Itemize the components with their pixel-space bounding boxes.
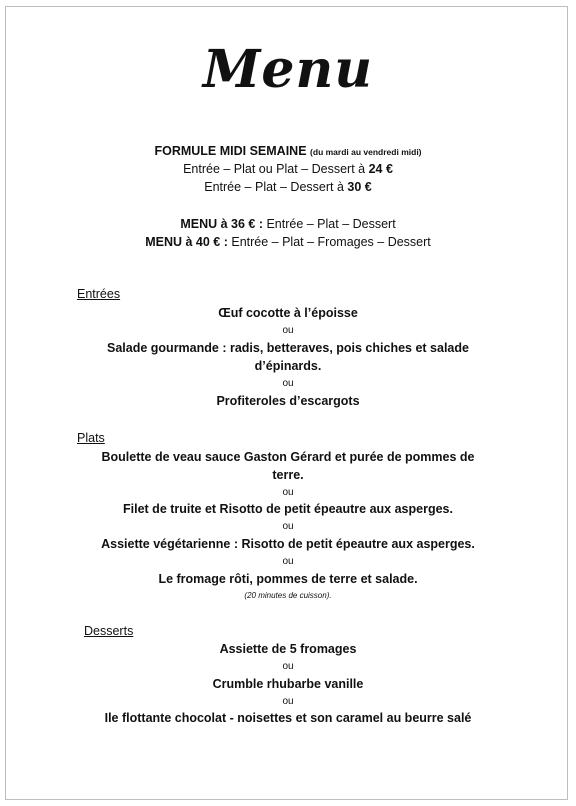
formule-header — [0, 142, 576, 161]
menu-36-content: Entrée – Plat – Dessert — [262, 217, 396, 231]
separator-ou: ou — [282, 378, 294, 389]
separator-ou: ou — [282, 696, 294, 707]
dish-dessert-1: Assiette de 5 fromages — [219, 642, 357, 656]
section-heading-plats: Plats — [77, 431, 105, 445]
formule-line-2-price: 30 € — [347, 180, 372, 194]
formule-line-1 — [0, 160, 576, 178]
dish-plat-2: Filet de truite et Risotto de petit épeautre aux asperges. — [123, 502, 453, 516]
formule-label: FORMULE MIDI SEMAINE — [154, 144, 307, 158]
cooking-time-note: (20 minutes de cuisson). — [244, 591, 332, 600]
formule-line-2-text: Entrée – Plat – Dessert à — [204, 180, 348, 194]
formule-days: (du mardi au vendredi midi) — [310, 147, 422, 157]
dish-entree-2-cont: d’épinards. — [254, 359, 322, 373]
dish-dessert-2: Crumble rhubarbe vanille — [212, 677, 364, 691]
section-heading-desserts: Desserts — [84, 624, 134, 638]
separator-ou: ou — [282, 487, 294, 498]
dish-entree-2: Salade gourmande : radis, betteraves, pois chiches et salade — [107, 341, 469, 355]
dish-plat-1-cont: terre. — [272, 468, 304, 482]
dish-plat-4: Le fromage rôti, pommes de terre et salade. — [158, 572, 418, 586]
separator-ou: ou — [282, 521, 294, 532]
dish-entree-3: Profiteroles d’escargots — [216, 394, 360, 408]
dish-entree-1: Œuf cocotte à l’époisse — [218, 306, 358, 320]
formule-line-2 — [0, 178, 576, 196]
menu-36-label: MENU à 36 € : — [180, 217, 263, 231]
formule-line-1-price: 24 € — [368, 162, 393, 176]
dish-plat-1: Boulette de veau sauce Gaston Gérard et purée de pommes de — [101, 450, 475, 464]
menu-40 — [0, 233, 576, 251]
menu-40-content: Entrée – Plat – Fromages – Dessert — [227, 235, 431, 249]
menu-title: Menu — [202, 39, 374, 100]
menu-36 — [0, 215, 576, 233]
separator-ou: ou — [282, 325, 294, 336]
menu-40-label: MENU à 40 € : — [145, 235, 228, 249]
separator-ou: ou — [282, 556, 294, 567]
separator-ou: ou — [282, 661, 294, 672]
section-heading-entrees: Entrées — [77, 287, 121, 301]
dish-plat-3: Assiette végétarienne : Risotto de petit épeautre aux asperges. — [101, 537, 475, 551]
dish-dessert-3: Ile flottante chocolat - noisettes et son caramel au beurre salé — [104, 711, 472, 725]
formule-line-1-text: Entrée – Plat ou Plat – Dessert à — [183, 162, 369, 176]
